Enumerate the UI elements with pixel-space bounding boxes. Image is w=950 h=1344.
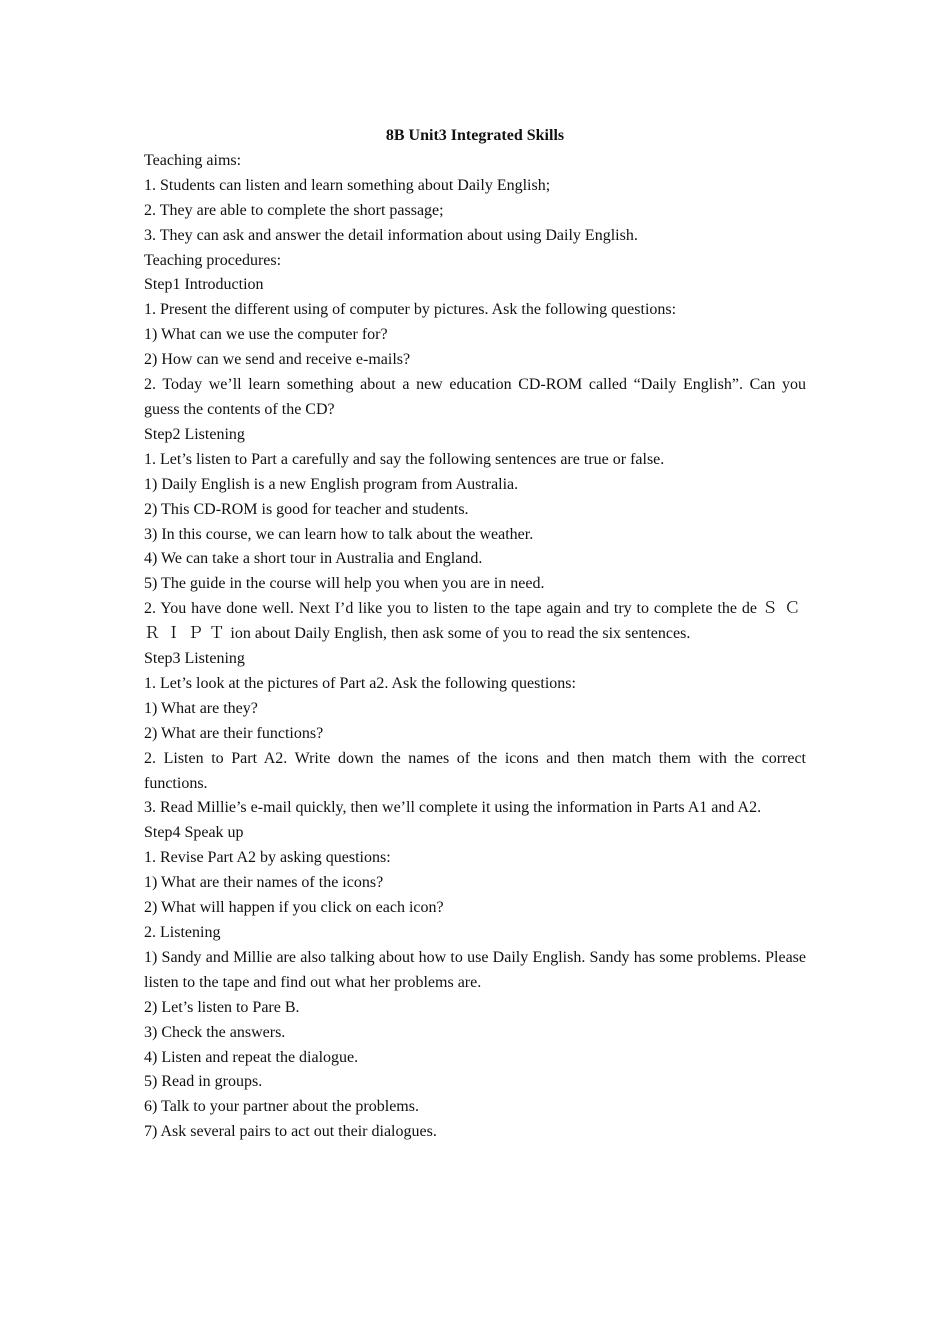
step1-heading: Step1 Introduction [144,276,264,294]
step2-item-2-after: ion about Daily English, then ask some of you to read the six sentences. [230,625,691,643]
step4-task-2: 2) Let’s listen to Pare B. [144,998,300,1016]
step1-question-1: 1) What can we use the computer for? [144,326,388,344]
step2-sentence-3: 3) In this course, we can learn how to talk about the weather. [144,525,534,543]
document-title: 8B Unit3 Integrated Skills [385,127,565,144]
step2-heading: Step2 Listening [144,425,245,443]
step2-sentence-4: 4) We can take a short tour in Australia and England. [144,550,483,568]
aim-1: 1. Students can listen and learn something about Daily English; [144,176,551,194]
step2-item-2-wide-text: ＳＣＲＩＰＴ [144,600,807,643]
step4-heading: Step4 Speak up [144,824,244,842]
step4-question-1: 1) What are their names of the icons? [144,874,384,892]
step4-task-1: 1) Sandy and Millie are also talking about how to use Daily English. Sandy has some problems. Please listen to the tape and find out what her problems are. [144,948,806,991]
step3-item-2: 2. Listen to Part A2. Write down the names of the icons and then match them with the correct functions. [144,749,806,792]
step2-sentence-5: 5) The guide in the course will help you when you are in need. [144,575,545,593]
step1-item-1: 1. Present the different using of computer by pictures. Ask the following questions: [144,301,677,319]
step3-question-2: 2) What are their functions? [144,724,324,742]
step4-question-2: 2) What will happen if you click on each icon? [144,899,444,917]
step2-item-1: 1. Let’s listen to Part a carefully and say the following sentences are true or false. [144,450,665,468]
aim-3: 3. They can ask and answer the detail information about using Daily English. [144,226,638,244]
step2-item-2 [144,597,806,647]
step4-task-6: 6) Talk to your partner about the problems. [144,1098,419,1116]
step4-task-7: 7) Ask several pairs to act out their dialogues. [144,1123,437,1141]
step3-item-1: 1. Let’s look at the pictures of Part a2. Ask the following questions: [144,674,576,692]
step4-task-5: 5) Read in groups. [144,1073,263,1091]
step4-item-2: 2. Listening [144,924,221,941]
aim-2: 2. They are able to complete the short passage; [144,201,444,219]
step3-heading: Step3 Listening [144,650,245,668]
step3-item-3: 3. Read Millie’s e-mail quickly, then we’ll complete it using the information in Parts A1 and A2. [144,799,762,817]
step2-sentence-1: 1) Daily English is a new English program from Australia. [144,475,519,493]
step1-question-2: 2) How can we send and receive e-mails? [144,351,411,369]
section-heading-aims: Teaching aims: [144,151,242,169]
document-page [144,124,806,1145]
section-heading-procedures: Teaching procedures: [144,251,282,269]
step1-item-2: 2. Today we’ll learn something about a new education CD-ROM called “Daily English”. Can you guess the contents of the CD? [144,376,806,418]
step3-question-1: 1) What are they? [144,699,258,717]
step4-item-1: 1. Revise Part A2 by asking questions: [144,849,391,867]
step2-item-2-before: 2. You have done well. Next I’d like you to listen to the tape again and try to complete the de [144,600,757,618]
step4-task-3: 3) Check the answers. [144,1023,286,1041]
step4-task-4: 4) Listen and repeat the dialogue. [144,1048,359,1066]
step2-sentence-2: 2) This CD-ROM is good for teacher and students. [144,500,469,518]
